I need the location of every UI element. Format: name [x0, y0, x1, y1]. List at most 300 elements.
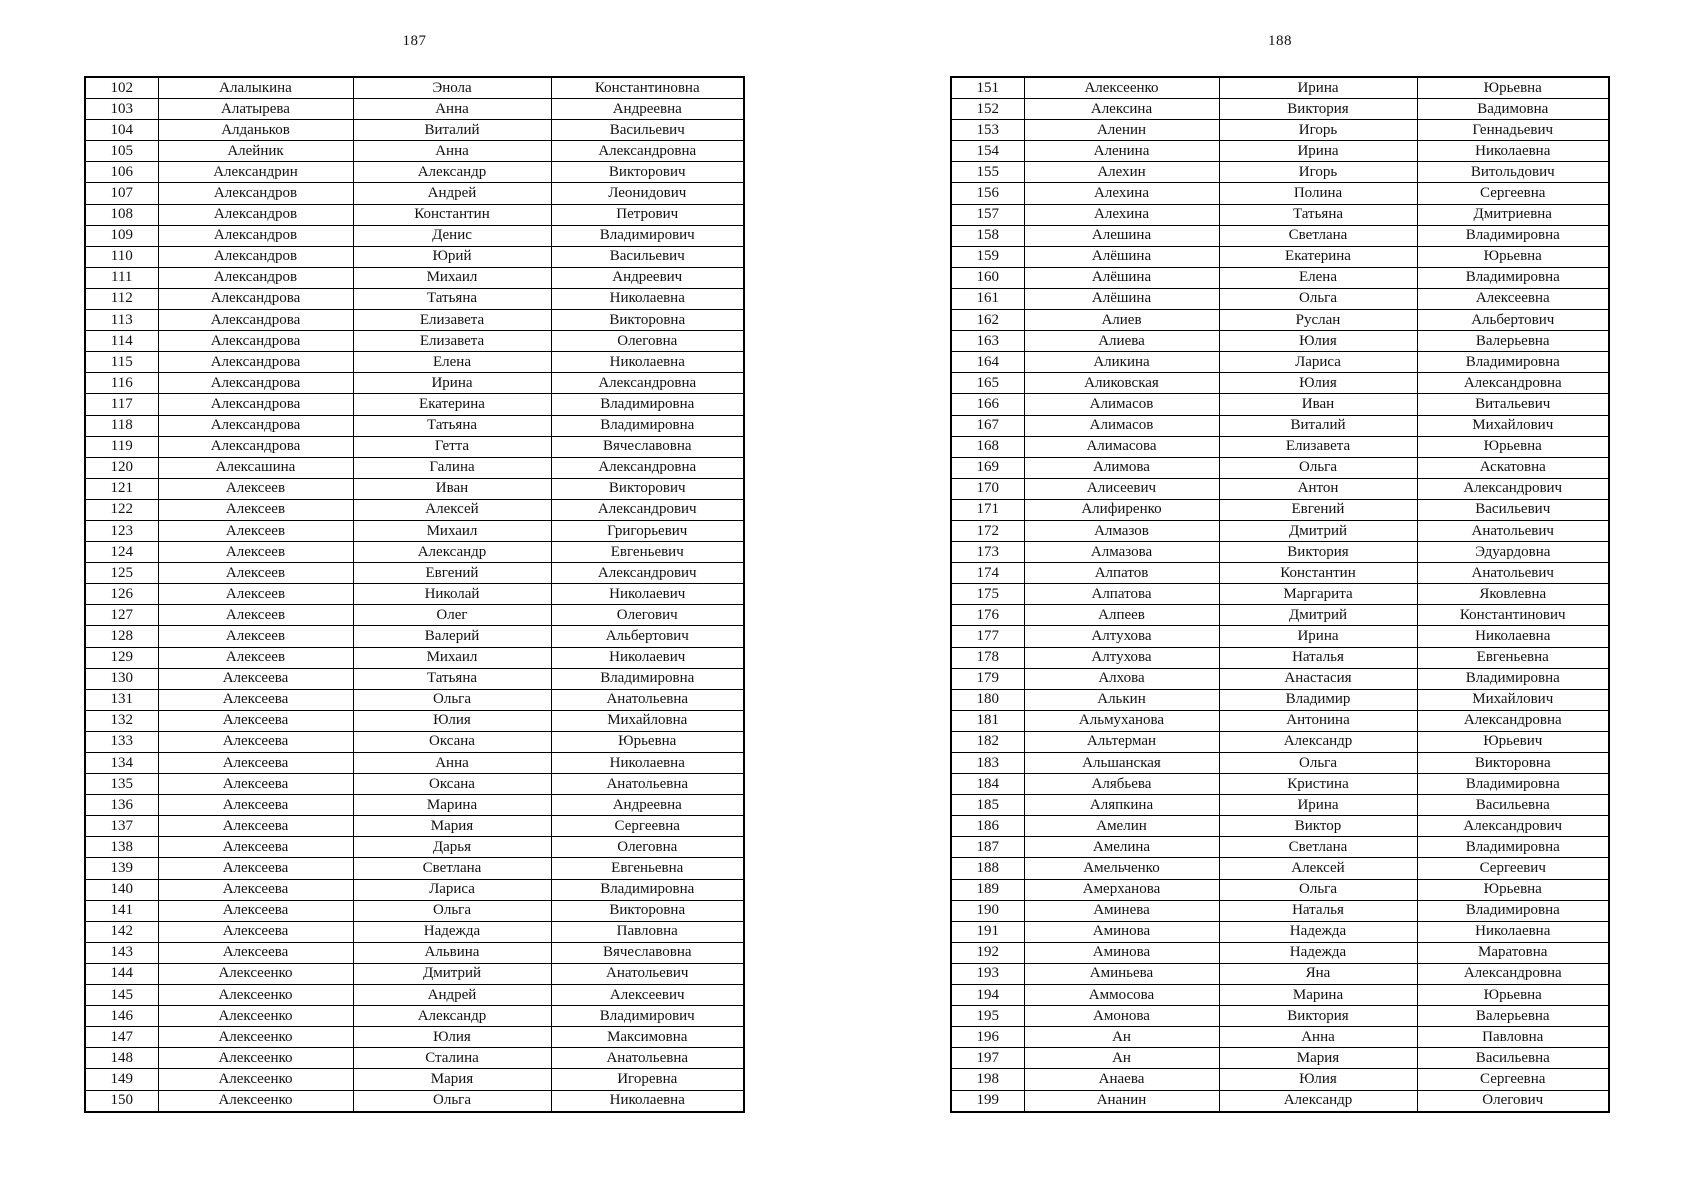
patronymic-cell: Владимировна [551, 879, 744, 900]
table-row [85, 1069, 744, 1090]
table-row [85, 542, 744, 563]
patronymic-cell: Евгеньевна [551, 858, 744, 879]
row-number: 171 [951, 499, 1024, 520]
surname-cell: Аликина [1024, 352, 1219, 373]
first-name-cell: Оксана [353, 731, 551, 752]
row-number: 104 [85, 120, 158, 141]
table-row [951, 204, 1609, 225]
first-name-cell: Виталий [353, 120, 551, 141]
surname-cell: Алексеева [158, 689, 353, 710]
table-row [951, 731, 1609, 752]
patronymic-cell: Вадимовна [1417, 99, 1609, 120]
patronymic-cell: Владимировна [551, 394, 744, 415]
first-name-cell: Марина [1219, 985, 1417, 1006]
surname-cell: Алексеева [158, 795, 353, 816]
first-name-cell: Виктория [1219, 99, 1417, 120]
first-name-cell: Надежда [1219, 921, 1417, 942]
table-row [85, 415, 744, 436]
row-number: 177 [951, 626, 1024, 647]
first-name-cell: Анна [1219, 1027, 1417, 1048]
first-name-cell: Наталья [1219, 647, 1417, 668]
first-name-cell: Виктория [1219, 1006, 1417, 1027]
table-row [951, 774, 1609, 795]
patronymic-cell: Владимировна [1417, 900, 1609, 921]
table-row [951, 183, 1609, 204]
patronymic-cell: Павловна [1417, 1027, 1609, 1048]
surname-cell: Амелина [1024, 837, 1219, 858]
first-name-cell: Ирина [353, 373, 551, 394]
patronymic-cell: Леонидович [551, 183, 744, 204]
patronymic-cell: Николаевна [551, 288, 744, 309]
page-number: 187 [402, 33, 427, 49]
first-name-cell: Константин [353, 204, 551, 225]
patronymic-cell: Николаевна [1417, 626, 1609, 647]
table-row [85, 584, 744, 605]
surname-cell: Алексеев [158, 542, 353, 563]
table-row [85, 394, 744, 415]
first-name-cell: Александр [1219, 731, 1417, 752]
first-name-cell: Руслан [1219, 310, 1417, 331]
patronymic-cell: Эдуардовна [1417, 542, 1609, 563]
row-number: 147 [85, 1027, 158, 1048]
row-number: 113 [85, 310, 158, 331]
patronymic-cell: Анатольевич [1417, 563, 1609, 584]
row-number: 130 [85, 668, 158, 689]
patronymic-cell: Александровна [1417, 373, 1609, 394]
surname-cell: Алексеев [158, 499, 353, 520]
first-name-cell: Евгений [1219, 499, 1417, 520]
surname-cell: Альшанская [1024, 753, 1219, 774]
table-row [951, 352, 1609, 373]
names-table-body [85, 77, 744, 1112]
patronymic-cell: Юрьевна [551, 731, 744, 752]
first-name-cell: Михаил [353, 267, 551, 288]
patronymic-cell: Александровна [551, 457, 744, 478]
row-number: 186 [951, 816, 1024, 837]
row-number: 108 [85, 204, 158, 225]
surname-cell: Алексеева [158, 879, 353, 900]
first-name-cell: Александр [353, 1006, 551, 1027]
first-name-cell: Иван [1219, 394, 1417, 415]
first-name-cell: Светлана [1219, 837, 1417, 858]
first-name-cell: Ирина [1219, 795, 1417, 816]
surname-cell: Алатырева [158, 99, 353, 120]
table-row [85, 246, 744, 267]
surname-cell: Алексеев [158, 605, 353, 626]
row-number: 128 [85, 626, 158, 647]
row-number: 189 [951, 879, 1024, 900]
table-row [951, 1048, 1609, 1069]
table-row [951, 542, 1609, 563]
first-name-cell: Ольга [353, 1090, 551, 1112]
surname-cell: Алимасова [1024, 436, 1219, 457]
table-row [85, 858, 744, 879]
row-number: 192 [951, 942, 1024, 963]
table-row [951, 563, 1609, 584]
patronymic-cell: Александровна [551, 373, 744, 394]
surname-cell: Алексеева [158, 710, 353, 731]
first-name-cell: Ольга [1219, 288, 1417, 309]
patronymic-cell: Александровна [1417, 963, 1609, 984]
patronymic-cell: Алексеевна [1417, 288, 1609, 309]
table-row [85, 120, 744, 141]
table-row [85, 436, 744, 457]
first-name-cell: Татьяна [1219, 204, 1417, 225]
surname-cell: Алхова [1024, 668, 1219, 689]
table-row [85, 225, 744, 246]
first-name-cell: Ольга [353, 900, 551, 921]
table-row [85, 204, 744, 225]
row-number: 117 [85, 394, 158, 415]
surname-cell: Алехин [1024, 162, 1219, 183]
patronymic-cell: Викторовна [551, 900, 744, 921]
row-number: 129 [85, 647, 158, 668]
patronymic-cell: Константинович [1417, 605, 1609, 626]
table-row [951, 331, 1609, 352]
row-number: 118 [85, 415, 158, 436]
first-name-cell: Татьяна [353, 668, 551, 689]
row-number: 176 [951, 605, 1024, 626]
surname-cell: Алёшина [1024, 288, 1219, 309]
row-number: 167 [951, 415, 1024, 436]
row-number: 164 [951, 352, 1024, 373]
first-name-cell: Алексей [353, 499, 551, 520]
surname-cell: Алехина [1024, 204, 1219, 225]
patronymic-cell: Николаевна [1417, 921, 1609, 942]
patronymic-cell: Владимировна [551, 668, 744, 689]
first-name-cell: Елена [1219, 267, 1417, 288]
surname-cell: Аминева [1024, 900, 1219, 921]
surname-cell: Алексеева [158, 816, 353, 837]
patronymic-cell: Александрович [1417, 478, 1609, 499]
table-row [85, 1027, 744, 1048]
surname-cell: Ан [1024, 1027, 1219, 1048]
row-number: 166 [951, 394, 1024, 415]
table-row [85, 942, 744, 963]
table-row [85, 77, 744, 99]
left-page [84, 0, 745, 1200]
patronymic-cell: Олегович [1417, 1090, 1609, 1112]
table-row [85, 689, 744, 710]
patronymic-cell: Васильевич [551, 120, 744, 141]
names-table [950, 76, 1610, 1113]
row-number: 112 [85, 288, 158, 309]
patronymic-cell: Евгеньевич [551, 542, 744, 563]
table-row [951, 520, 1609, 541]
patronymic-cell: Васильевна [1417, 795, 1609, 816]
first-name-cell: Кристина [1219, 774, 1417, 795]
table-row [85, 921, 744, 942]
row-number: 170 [951, 478, 1024, 499]
patronymic-cell: Николаевна [551, 352, 744, 373]
first-name-cell: Николай [353, 584, 551, 605]
patronymic-cell: Владимировна [1417, 267, 1609, 288]
table-row [85, 99, 744, 120]
row-number: 154 [951, 141, 1024, 162]
first-name-cell: Сталина [353, 1048, 551, 1069]
table-row [951, 921, 1609, 942]
table-row [951, 816, 1609, 837]
table-row [85, 499, 744, 520]
patronymic-cell: Викторовна [1417, 753, 1609, 774]
row-number: 105 [85, 141, 158, 162]
row-number: 173 [951, 542, 1024, 563]
patronymic-cell: Григорьевич [551, 520, 744, 541]
row-number: 182 [951, 731, 1024, 752]
row-number: 126 [85, 584, 158, 605]
patronymic-cell: Евгеньевна [1417, 647, 1609, 668]
table-row [951, 795, 1609, 816]
table-row [951, 246, 1609, 267]
surname-cell: Алексеева [158, 753, 353, 774]
table-row [951, 985, 1609, 1006]
row-number: 159 [951, 246, 1024, 267]
patronymic-cell: Андреевна [551, 795, 744, 816]
row-number: 188 [951, 858, 1024, 879]
patronymic-cell: Николаевна [551, 753, 744, 774]
table-row [951, 120, 1609, 141]
row-number: 181 [951, 710, 1024, 731]
surname-cell: Александров [158, 225, 353, 246]
first-name-cell: Светлана [353, 858, 551, 879]
table-row [951, 584, 1609, 605]
surname-cell: Аминьева [1024, 963, 1219, 984]
patronymic-cell: Аскатовна [1417, 457, 1609, 478]
patronymic-cell: Валерьевна [1417, 1006, 1609, 1027]
table-row [951, 225, 1609, 246]
table-row [951, 900, 1609, 921]
table-row [951, 837, 1609, 858]
table-row [951, 1027, 1609, 1048]
surname-cell: Алиев [1024, 310, 1219, 331]
first-name-cell: Татьяна [353, 288, 551, 309]
first-name-cell: Ольга [1219, 753, 1417, 774]
table-row [85, 985, 744, 1006]
table-row [85, 963, 744, 984]
row-number: 185 [951, 795, 1024, 816]
patronymic-cell: Сергеевна [551, 816, 744, 837]
table-row [951, 99, 1609, 120]
surname-cell: Алехина [1024, 183, 1219, 204]
surname-cell: Алексеева [158, 900, 353, 921]
patronymic-cell: Михайлович [1417, 415, 1609, 436]
surname-cell: Алексина [1024, 99, 1219, 120]
row-number: 116 [85, 373, 158, 394]
first-name-cell: Игорь [1219, 120, 1417, 141]
patronymic-cell: Александрович [1417, 816, 1609, 837]
row-number: 184 [951, 774, 1024, 795]
table-row [85, 900, 744, 921]
surname-cell: Александрова [158, 436, 353, 457]
first-name-cell: Оксана [353, 774, 551, 795]
surname-cell: Алексеенко [158, 963, 353, 984]
first-name-cell: Михаил [353, 647, 551, 668]
table-row [951, 1069, 1609, 1090]
surname-cell: Алимасов [1024, 394, 1219, 415]
first-name-cell: Екатерина [353, 394, 551, 415]
row-number: 169 [951, 457, 1024, 478]
patronymic-cell: Сергеевна [1417, 183, 1609, 204]
first-name-cell: Юлия [1219, 331, 1417, 352]
first-name-cell: Денис [353, 225, 551, 246]
patronymic-cell: Валерьевна [1417, 331, 1609, 352]
row-number: 139 [85, 858, 158, 879]
row-number: 109 [85, 225, 158, 246]
patronymic-cell: Николаевна [551, 1090, 744, 1112]
first-name-cell: Алексей [1219, 858, 1417, 879]
surname-cell: Алтухова [1024, 647, 1219, 668]
first-name-cell: Ольга [1219, 879, 1417, 900]
table-row [951, 710, 1609, 731]
patronymic-cell: Вячеславовна [551, 942, 744, 963]
first-name-cell: Наталья [1219, 900, 1417, 921]
row-number: 144 [85, 963, 158, 984]
surname-cell: Алексеев [158, 520, 353, 541]
first-name-cell: Маргарита [1219, 584, 1417, 605]
row-number: 140 [85, 879, 158, 900]
row-number: 194 [951, 985, 1024, 1006]
table-row [85, 183, 744, 204]
table-row [951, 605, 1609, 626]
row-number: 160 [951, 267, 1024, 288]
table-row [951, 668, 1609, 689]
surname-cell: Алиева [1024, 331, 1219, 352]
first-name-cell: Гетта [353, 436, 551, 457]
names-table-body [951, 77, 1609, 1112]
surname-cell: Аликовская [1024, 373, 1219, 394]
table-row [951, 689, 1609, 710]
patronymic-cell: Дмитриевна [1417, 204, 1609, 225]
row-number: 180 [951, 689, 1024, 710]
first-name-cell: Мария [1219, 1048, 1417, 1069]
patronymic-cell: Альбертович [551, 626, 744, 647]
table-row [85, 331, 744, 352]
surname-cell: Амелин [1024, 816, 1219, 837]
surname-cell: Аминова [1024, 942, 1219, 963]
first-name-cell: Андрей [353, 985, 551, 1006]
patronymic-cell: Михайловна [551, 710, 744, 731]
page-number: 188 [1268, 33, 1292, 49]
row-number: 151 [951, 77, 1024, 99]
table-row [85, 605, 744, 626]
first-name-cell: Александр [353, 542, 551, 563]
row-number: 120 [85, 457, 158, 478]
patronymic-cell: Константиновна [551, 77, 744, 99]
surname-cell: Алпеев [1024, 605, 1219, 626]
surname-cell: Алимасов [1024, 415, 1219, 436]
first-name-cell: Дмитрий [1219, 520, 1417, 541]
surname-cell: Алексеева [158, 942, 353, 963]
row-number: 131 [85, 689, 158, 710]
right-page [950, 0, 1610, 1200]
surname-cell: Алёшина [1024, 246, 1219, 267]
surname-cell: Алмазов [1024, 520, 1219, 541]
patronymic-cell: Анатольевна [551, 774, 744, 795]
surname-cell: Александров [158, 246, 353, 267]
table-row [85, 837, 744, 858]
surname-cell: Алексеева [158, 837, 353, 858]
first-name-cell: Елизавета [353, 331, 551, 352]
surname-cell: Алексеева [158, 668, 353, 689]
surname-cell: Александрова [158, 415, 353, 436]
row-number: 148 [85, 1048, 158, 1069]
surname-cell: Алькин [1024, 689, 1219, 710]
first-name-cell: Юлия [353, 1027, 551, 1048]
table-row [951, 373, 1609, 394]
row-number: 122 [85, 499, 158, 520]
table-row [951, 288, 1609, 309]
surname-cell: Алексеев [158, 626, 353, 647]
patronymic-cell: Николаевич [551, 584, 744, 605]
first-name-cell: Галина [353, 457, 551, 478]
first-name-cell: Энола [353, 77, 551, 99]
row-number: 143 [85, 942, 158, 963]
patronymic-cell: Владимировна [1417, 774, 1609, 795]
row-number: 195 [951, 1006, 1024, 1027]
table-row [951, 141, 1609, 162]
table-row [85, 162, 744, 183]
first-name-cell: Олег [353, 605, 551, 626]
patronymic-cell: Андреевич [551, 267, 744, 288]
surname-cell: Алейник [158, 141, 353, 162]
first-name-cell: Ольга [353, 689, 551, 710]
first-name-cell: Яна [1219, 963, 1417, 984]
patronymic-cell: Анатольевна [551, 1048, 744, 1069]
table-row [85, 774, 744, 795]
row-number: 103 [85, 99, 158, 120]
first-name-cell: Татьяна [353, 415, 551, 436]
surname-cell: Александрова [158, 331, 353, 352]
names-table [84, 76, 745, 1113]
table-row [85, 478, 744, 499]
surname-cell: Альтерман [1024, 731, 1219, 752]
row-number: 124 [85, 542, 158, 563]
table-row [951, 77, 1609, 99]
patronymic-cell: Анатольевич [1417, 520, 1609, 541]
table-row [951, 478, 1609, 499]
row-number: 162 [951, 310, 1024, 331]
row-number: 137 [85, 816, 158, 837]
surname-cell: Алтухова [1024, 626, 1219, 647]
row-number: 150 [85, 1090, 158, 1112]
patronymic-cell: Юрьевна [1417, 77, 1609, 99]
surname-cell: Алданьков [158, 120, 353, 141]
patronymic-cell: Юрьевич [1417, 731, 1609, 752]
first-name-cell: Ирина [1219, 77, 1417, 99]
table-row [85, 267, 744, 288]
surname-cell: Аммосова [1024, 985, 1219, 1006]
first-name-cell: Лариса [1219, 352, 1417, 373]
row-number: 172 [951, 520, 1024, 541]
patronymic-cell: Александрович [551, 499, 744, 520]
row-number: 138 [85, 837, 158, 858]
row-number: 196 [951, 1027, 1024, 1048]
first-name-cell: Александр [353, 162, 551, 183]
table-row [85, 373, 744, 394]
table-row [85, 795, 744, 816]
first-name-cell: Юлия [1219, 1069, 1417, 1090]
patronymic-cell: Михайлович [1417, 689, 1609, 710]
table-row [951, 753, 1609, 774]
row-number: 158 [951, 225, 1024, 246]
surname-cell: Александрова [158, 310, 353, 331]
surname-cell: Алешина [1024, 225, 1219, 246]
table-row [85, 141, 744, 162]
patronymic-cell: Олегович [551, 605, 744, 626]
first-name-cell: Дарья [353, 837, 551, 858]
row-number: 123 [85, 520, 158, 541]
row-number: 183 [951, 753, 1024, 774]
